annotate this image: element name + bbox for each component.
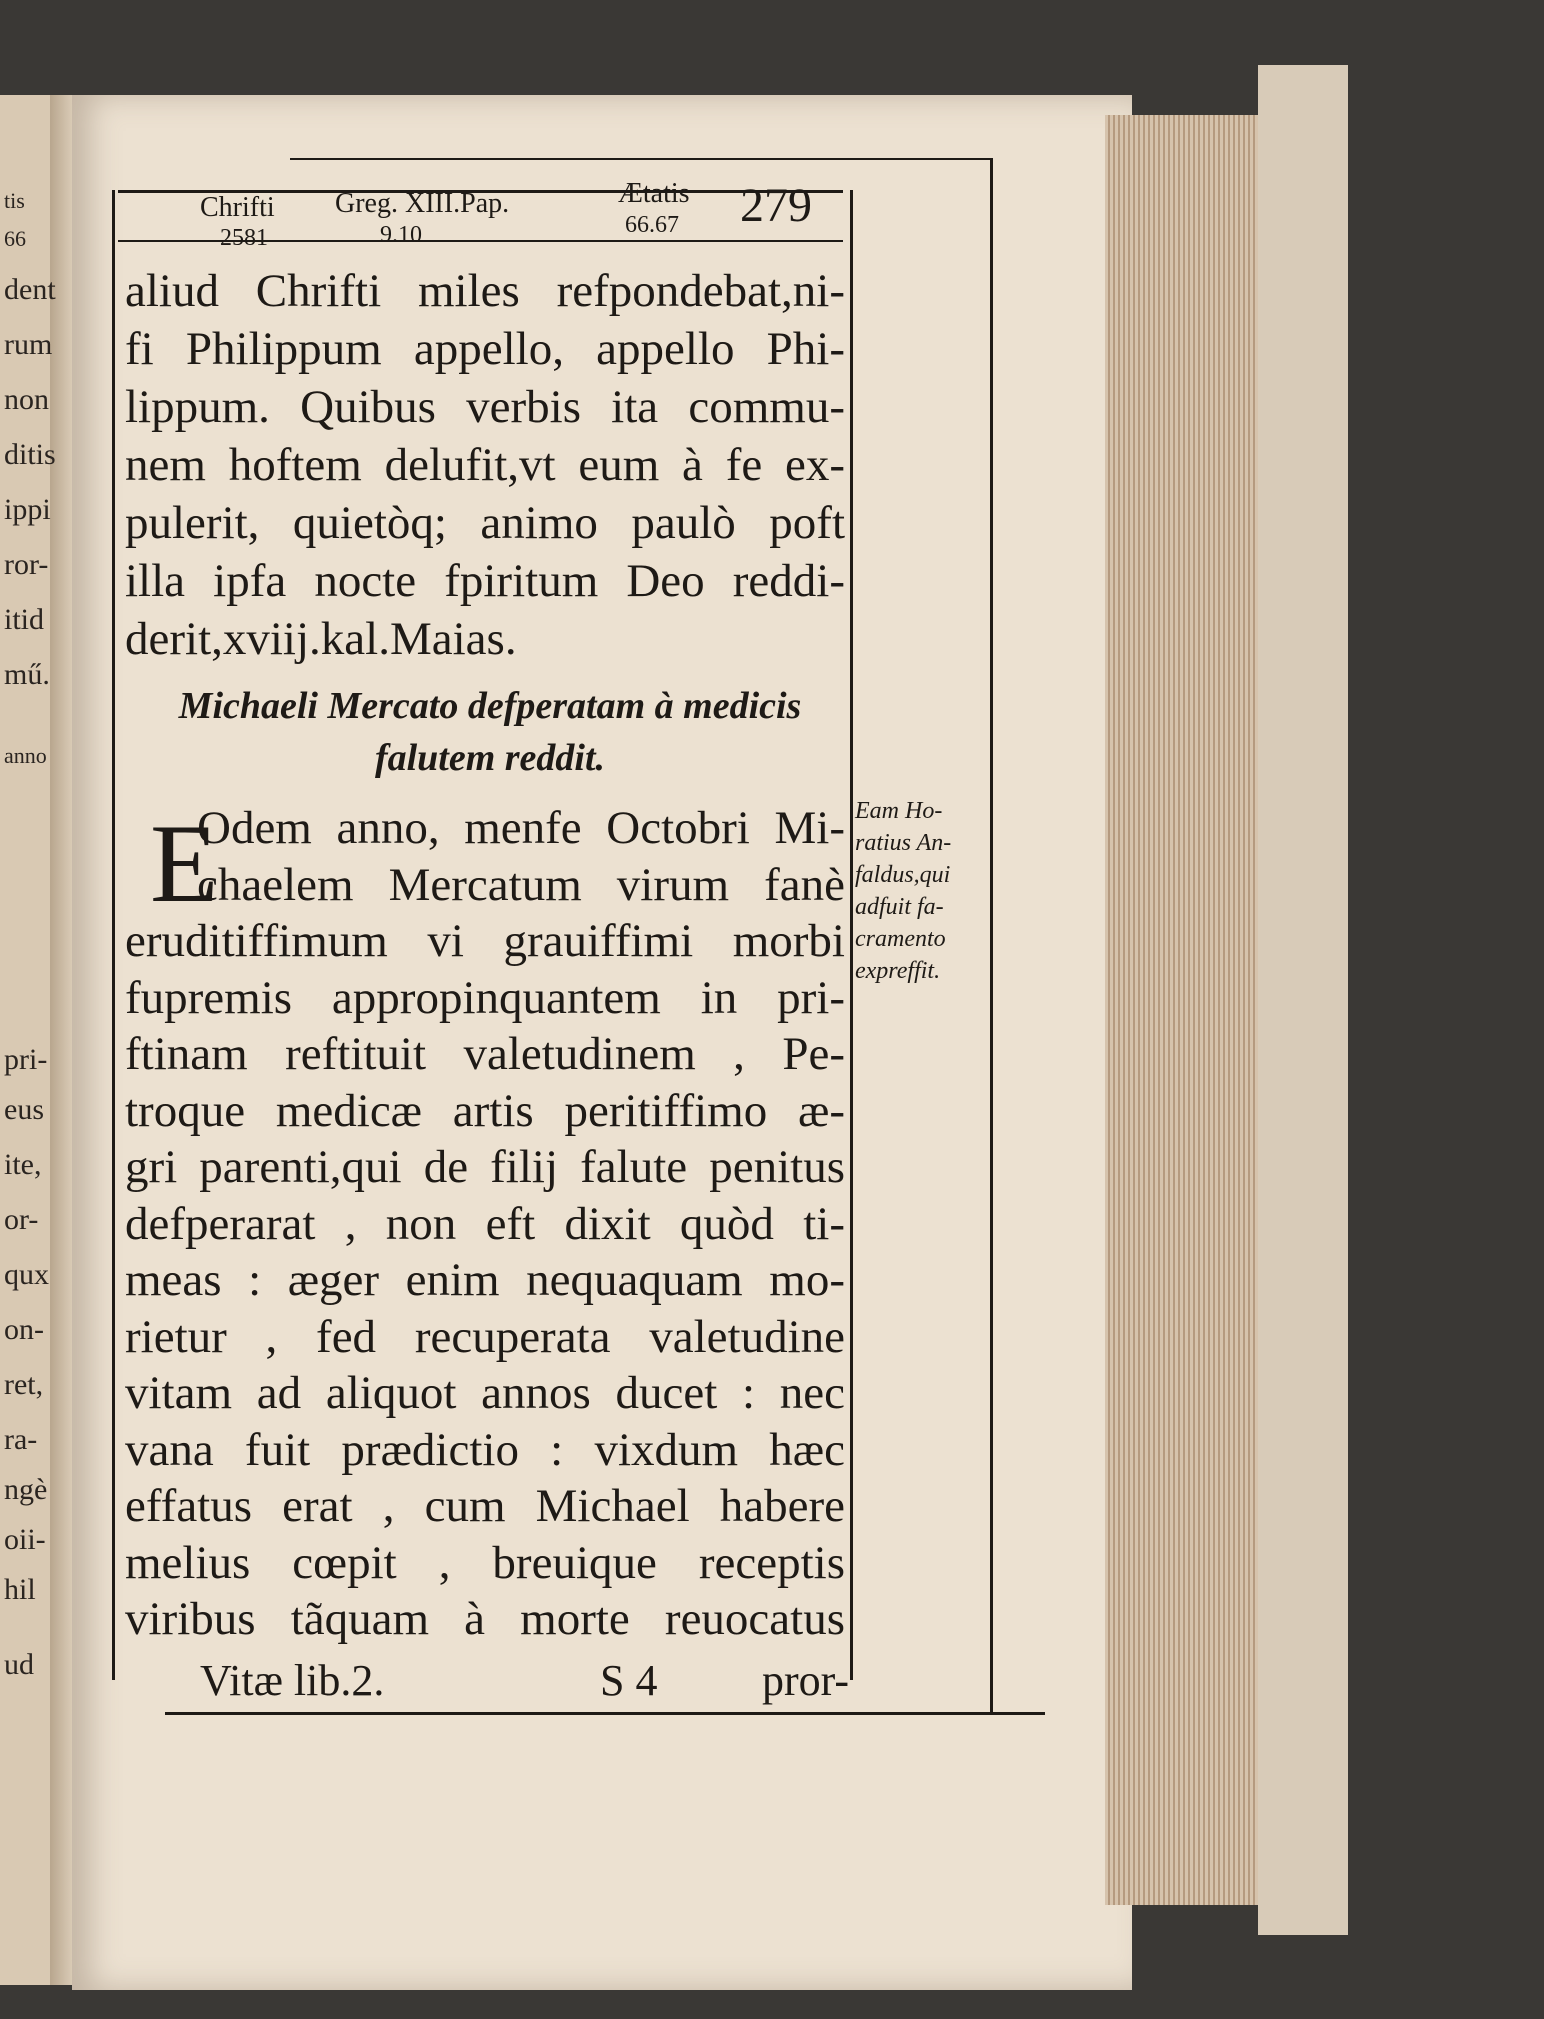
text-line: nem hoftem delufit,vt eum à fe ex- (125, 439, 845, 491)
margin-note-line: faldus,qui (855, 862, 951, 888)
header-aetatis-label: Ætatis (618, 178, 690, 209)
text-line: pulerit, quietòq; animo paulò poft (125, 497, 845, 549)
left-page-fragment: eus (4, 1093, 44, 1126)
text-line: troque medicæ artis peritiffimo æ- (125, 1084, 845, 1137)
left-page-fragment: 66 (4, 226, 26, 251)
left-page-fragment: ra- (4, 1423, 38, 1456)
left-page-fragment: ditis (4, 438, 56, 471)
left-page-fragment: or- (4, 1203, 39, 1236)
section-heading (150, 680, 830, 784)
text-line: eruditiffimum vi grauiffimi morbi (125, 915, 845, 967)
left-page-fragment: ret, (4, 1368, 44, 1401)
left-page-fragment: hil (4, 1573, 36, 1606)
margin-note-line: ratius An- (855, 830, 952, 856)
text-line: lippum. Quibus verbis ita commu- (125, 381, 845, 433)
text-line: meas : æger enim nequaquam mo- (125, 1254, 845, 1306)
left-page-fragment: oii- (4, 1523, 46, 1556)
text-line: Odem anno, menfe Octobri Mi- (197, 802, 845, 854)
page-number: 279 (740, 179, 812, 232)
margin-note-line: expreffit. (855, 958, 941, 984)
outer-rule-top (290, 158, 990, 160)
header-pope-label: Greg. XIII.Pap. (335, 188, 510, 219)
left-page-fragment: ngè (4, 1473, 48, 1506)
text-line: ftinam reftituit valetudinem , Pe- (125, 1028, 845, 1080)
text-block-1 (125, 262, 845, 668)
header-aetatis-value: 66.67 (625, 212, 679, 238)
margin-note (855, 795, 1025, 987)
footer-catchword: pror- (762, 1656, 850, 1705)
left-page-fragment: ror- (4, 548, 49, 581)
left-page-fragment: pri- (4, 1043, 48, 1076)
text-block-2 (125, 800, 845, 1648)
header-christi-label: Chrifti (200, 192, 275, 223)
header-pope-year: 9.10 (380, 222, 422, 248)
text-line: gri parenti,qui de filij falute penitus (125, 1141, 845, 1193)
text-line: fupremis appropinquantem in pri- (125, 971, 845, 1024)
text-line: fi Philippum appello, appello Phi- (125, 323, 845, 375)
left-page-fragment: tis (4, 188, 25, 213)
text-line: aliud Chrifti miles refpondebat,ni- (125, 265, 845, 317)
text-line: vitam ad aliquot annos ducet : nec (125, 1367, 845, 1419)
drop-cap: E (150, 802, 219, 926)
left-page-fragment: qux (4, 1258, 49, 1291)
footer-rule (165, 1712, 1045, 1715)
left-page-fragment: ud (4, 1648, 34, 1681)
left-page-fragment: non (4, 383, 49, 416)
margin-note-line: cramento (855, 926, 946, 952)
left-page-fragment: on- (4, 1313, 44, 1346)
header-christi-year: 2581 (220, 225, 268, 251)
text-line: effatus erat , cum Michael habere (125, 1480, 845, 1532)
margin-note-line: adfuit fa- (855, 894, 944, 920)
book-cover (1258, 65, 1348, 1935)
left-page-fragment: mű. (4, 658, 50, 691)
text-line: illa ipfa nocte fpiritum Deo reddi- (125, 555, 845, 607)
left-page-fragment: anno (4, 743, 47, 768)
footer-title: Vitæ lib.2. (200, 1656, 385, 1705)
left-page-fragment: rum (4, 328, 53, 361)
text-line: rietur , fed recuperata valetudine (125, 1310, 845, 1363)
text-line: derit,xviij.kal.Maias. (125, 613, 517, 665)
left-page-fragment: dent (4, 273, 56, 306)
page-edges (1105, 115, 1260, 1905)
margin-note-line: Eam Ho- (855, 798, 943, 824)
heading-line-1: Michaeli Mercato defperatam à medicis (178, 685, 802, 727)
left-page-fragment: ippi (4, 493, 51, 526)
left-page-fragment: ite, (4, 1148, 42, 1181)
footer-signature: S 4 (600, 1656, 658, 1705)
left-page-fragment: itid (4, 603, 45, 636)
text-line: viribus tãquam à morte reuocatus (125, 1593, 845, 1645)
text-line: melius cœpit , breuique receptis (125, 1536, 845, 1589)
text-line: defperarat , non eft dixit quòd ti- (125, 1197, 845, 1250)
text-line: chaelem Mercatum virum fanè (197, 858, 845, 911)
text-line: vana fuit prædictio : vixdum hæc (125, 1423, 845, 1476)
heading-line-2: falutem reddit. (374, 737, 606, 779)
